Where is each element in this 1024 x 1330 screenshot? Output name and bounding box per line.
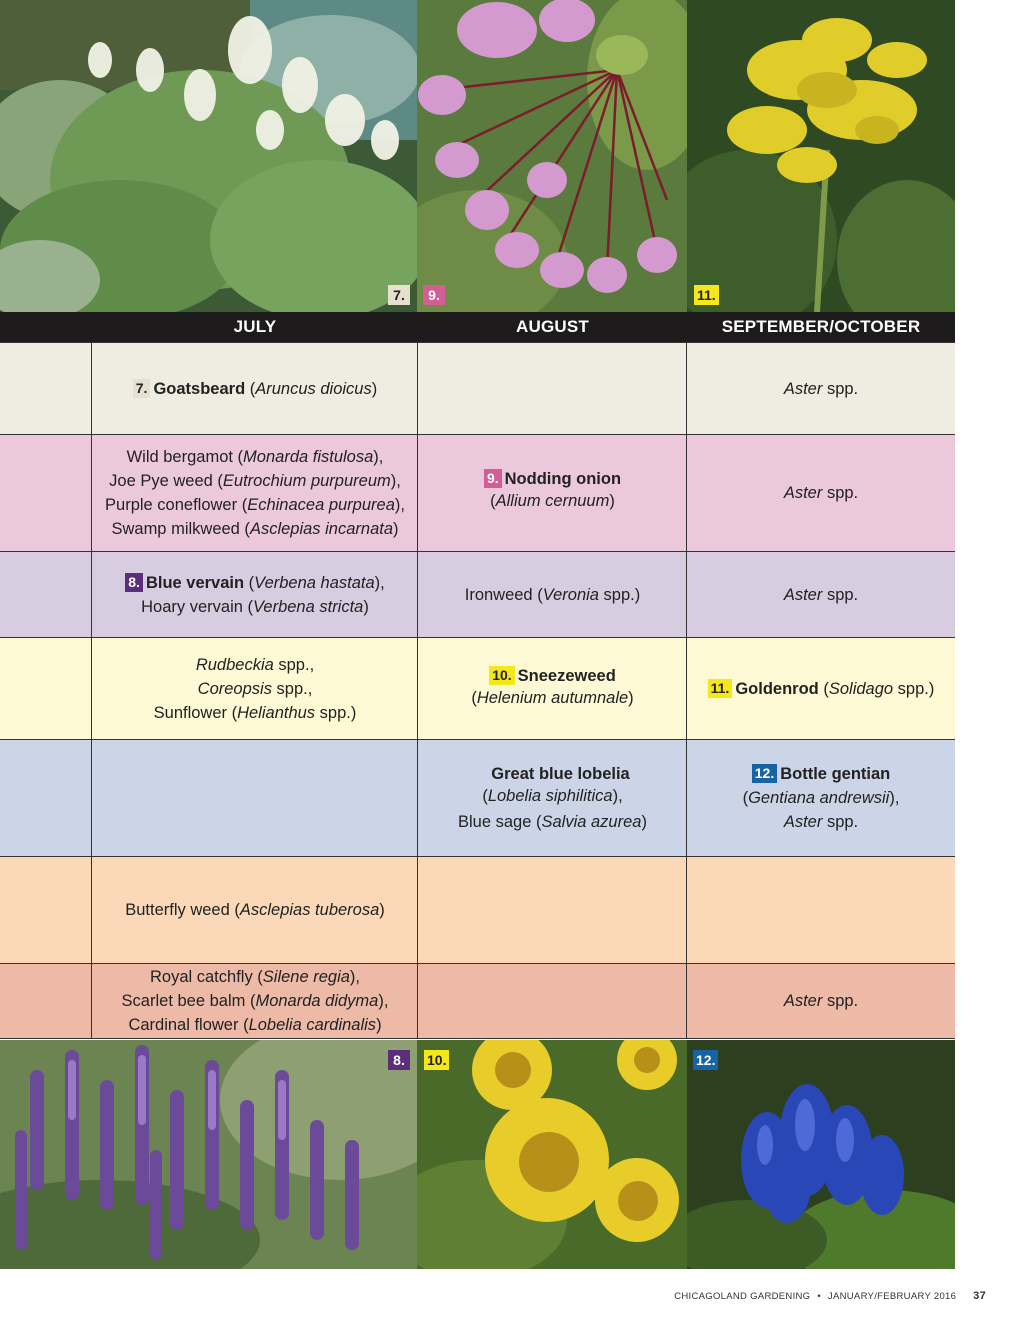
page-footer (674, 1290, 986, 1302)
table-row-6 (0, 856, 955, 963)
photo-badge-9: 9. (423, 285, 445, 305)
table-row-7 (0, 963, 955, 1039)
photo-blue-vervain (0, 1040, 417, 1269)
row1-july-cell (92, 343, 418, 434)
footer-bullet: • (817, 1291, 821, 1302)
row4-july-cell (92, 638, 418, 739)
magazine-name: CHICAGOLAND GARDENING (674, 1291, 811, 1302)
row1-july-text: 7. Goatsbeard (Aruncus dioicus) (133, 377, 377, 401)
photo-nodding-onion (417, 0, 687, 312)
species-badge-12: 12. (752, 764, 777, 783)
issue-date: JANUARY/FEBRUARY 2016 (827, 1291, 957, 1302)
list-item: Joe Pye weed (Eutrochium purpureum), (109, 472, 401, 490)
photo-bottle-gentian (687, 1040, 955, 1269)
row2-july-cell (92, 435, 418, 551)
photo-badge-7: 7. (388, 285, 410, 305)
photo-badge-11: 11. (694, 285, 719, 305)
photo-badge-12: 12. (693, 1050, 718, 1070)
row3-july-cell: 8. Blue vervain (Verbena hastata), Hoary vervain (Verbena stricta) (92, 552, 418, 637)
row3-sep-cell: Aster spp. (783, 585, 859, 604)
list-item: Coreopsis spp., (197, 679, 313, 698)
list-item: Purple coneflower (Echinacea purpurea), (105, 496, 405, 514)
row2-aug-cell: 9. Nodding onion (Allium cernuum) (418, 435, 687, 551)
scientific-name: Aruncus dioicus (255, 379, 372, 398)
species-badge-9: 9. (484, 469, 502, 488)
list-item: Scarlet bee balm (Monarda didyma), (121, 992, 389, 1010)
photo-sneezeweed (417, 1040, 687, 1269)
row7-july-cell (92, 964, 418, 1038)
row6-july-cell: Butterfly weed (Asclepias tuberosa) (125, 901, 385, 919)
grid-line (91, 342, 92, 1039)
row3-aug-cell: Ironweed (Veronia spp.) (464, 585, 641, 604)
plant-name: Goatsbeard (153, 379, 246, 398)
photo-badge-8: 8. (388, 1050, 410, 1070)
table-row-3 (0, 551, 955, 637)
species-badge-11: 11. (708, 679, 733, 698)
photo-goldenrod (687, 0, 955, 312)
table-row-1 (0, 342, 955, 434)
photo-badge-10: 10. (424, 1050, 449, 1070)
column-header-july: JULY (233, 317, 277, 336)
table-row-4 (0, 637, 955, 739)
page-number: 37 (973, 1290, 986, 1302)
row4-aug-cell: 10. Sneezeweed (Helenium autumnale) (471, 666, 634, 707)
row1-sep-cell: Aster spp. (783, 379, 859, 398)
column-header-sept-oct: SEPTEMBER/OCTOBER (721, 317, 921, 336)
list-item: Sunflower (Helianthus spp.) (153, 703, 357, 722)
list-item: Rudbeckia spp., (195, 655, 315, 674)
row5-sep-cell: 12. Bottle gentian (Gentiana andrewsii), Aster spp. (742, 765, 900, 831)
grid-line (686, 342, 687, 1039)
species-badge-8: 8. (125, 573, 143, 592)
table-row-5 (0, 739, 955, 856)
species-badge-7: 7. (133, 379, 151, 398)
list-item: Royal catchfly (Silene regia), (149, 968, 361, 986)
grid-line (417, 342, 418, 1039)
scientific-name: Aster (783, 379, 823, 398)
list-item: Cardinal flower (Lobelia cardinalis) (128, 1016, 382, 1034)
photo-goatsbeard (0, 0, 417, 312)
list-item: Swamp milkweed (Asclepias incarnata) (111, 520, 399, 538)
row7-sep-cell: Aster spp. (783, 992, 859, 1010)
species-badge-10: 10. (489, 666, 514, 685)
list-item: Wild bergamot (Monarda fistulosa), (126, 448, 384, 466)
row2-sep-cell: Aster spp. (783, 484, 859, 502)
column-header-august: AUGUST (516, 317, 589, 336)
column-header-band (0, 312, 955, 342)
row4-sep-cell: 11. Goldenrod (Solidago spp.) (687, 638, 955, 739)
row5-aug-cell: Great blue lobelia (Lobelia siphilitica), Blue sage (Salvia azurea) (458, 765, 647, 831)
table-row-2 (0, 434, 955, 551)
